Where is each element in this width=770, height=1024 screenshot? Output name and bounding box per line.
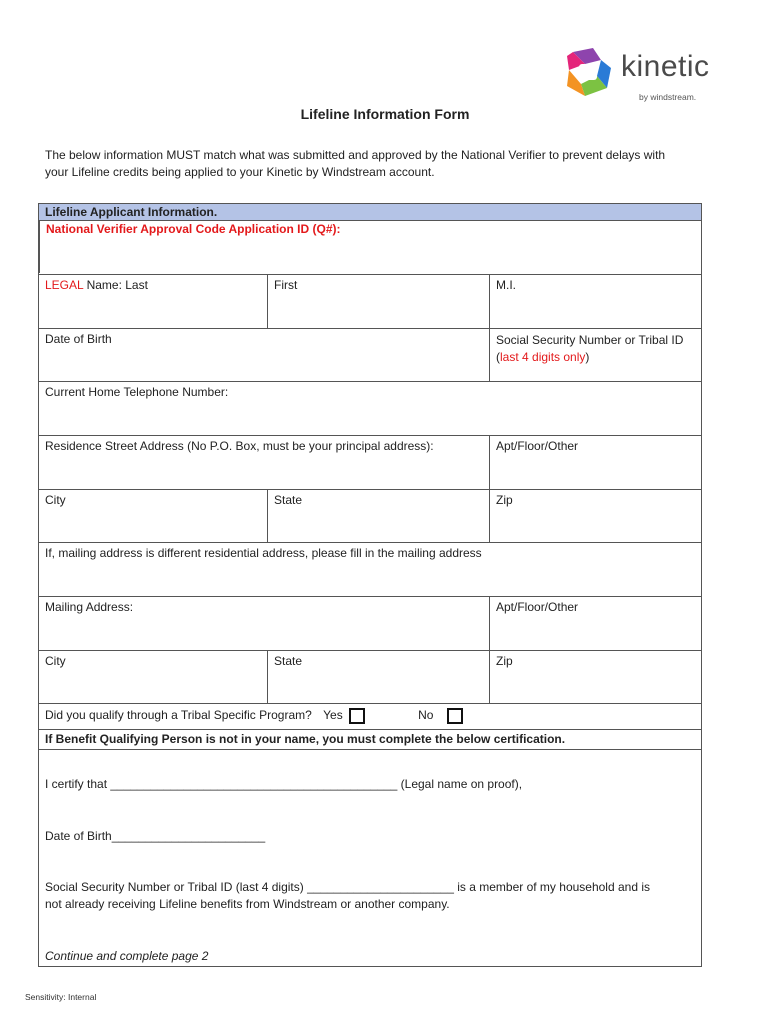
tribal-row [39, 703, 701, 729]
residence-city-row [39, 489, 701, 542]
ssn-field[interactable] [489, 329, 701, 381]
certification-block [39, 750, 701, 966]
mailing-note [39, 543, 701, 596]
yes-checkbox[interactable] [349, 708, 365, 724]
cert-ssn-line-1[interactable]: Social Security Number or Tribal ID (last 4 digits) ______________________ is a member of my household and is [45, 880, 651, 894]
residence-zip-field[interactable] [489, 490, 701, 542]
nv-code-label: National Verifier Approval Code Application ID (Q#): [46, 222, 341, 236]
kinetic-logo [563, 46, 733, 106]
mailing-address-label: Mailing Address: [45, 600, 134, 614]
mailing-state-field[interactable] [267, 651, 489, 703]
ssn-note: last 4 digits only [500, 350, 586, 364]
middle-initial-label: M.I. [496, 278, 516, 292]
kinetic-wordmark: kinetic [621, 50, 710, 83]
mailing-city-row [39, 650, 701, 703]
mailing-zip-label: Zip [496, 654, 513, 668]
dob-ssn-row [39, 328, 701, 381]
mailing-note-row [39, 542, 701, 596]
residence-zip-label: Zip [496, 493, 513, 507]
residence-state-label: State [274, 493, 303, 507]
lifeline-form [38, 203, 702, 967]
cert-dob-text[interactable]: Date of Birth_______________________ [45, 829, 266, 843]
sensitivity-footer: Sensitivity: Internal [25, 992, 97, 1002]
phone-row [39, 381, 701, 435]
mailing-address-field[interactable] [39, 597, 489, 650]
certify-text[interactable]: I certify that ___________________________________________ (Legal name on proof), [45, 777, 523, 791]
dob-label: Date of Birth [45, 332, 112, 346]
page-title: Lifeline Information Form [300, 106, 470, 122]
residence-apt-field[interactable] [489, 436, 701, 489]
nv-code-field[interactable] [39, 221, 701, 273]
intro-line-1: The below information MUST match what was submitted and approved by the National Verifier to prevent delays with [45, 148, 666, 162]
intro-text [45, 147, 725, 181]
name-row [39, 274, 701, 328]
section-header: Lifeline Applicant Information. [39, 204, 701, 221]
tribal-question [39, 704, 701, 729]
intro-line-2: your Lifeline credits being applied to your Kinetic by Windstream account. [45, 165, 435, 179]
ssn-label: Social Security Number or Tribal ID [496, 333, 684, 347]
kinetic-logo-icon [563, 46, 615, 98]
no-checkbox[interactable] [447, 708, 463, 724]
mailing-zip-field[interactable] [489, 651, 701, 703]
nv-code-row [39, 204, 701, 274]
mailing-apt-field[interactable] [489, 597, 701, 650]
mailing-city-field[interactable] [39, 651, 267, 703]
home-phone-label: Current Home Telephone Number: [45, 385, 229, 399]
benefit-header-row [39, 729, 701, 749]
mailing-city-label: City [45, 654, 66, 668]
last-name-label: Name: Last [83, 278, 148, 292]
cert-ssn-line-2: not already receiving Lifeline benefits from Windstream or another company. [45, 897, 450, 911]
benefit-header: If Benefit Qualifying Person is not in your name, you must complete the below certification. [45, 732, 566, 746]
residence-city-field[interactable] [39, 490, 267, 542]
no-label: No [418, 708, 434, 723]
legal-word: LEGAL [45, 278, 84, 292]
residence-city-label: City [45, 493, 66, 507]
windstream-byline: by windstream. [639, 92, 697, 102]
residence-address-field[interactable] [39, 436, 489, 489]
tribal-question-text: Did you qualify through a Tribal Specific Program? [45, 708, 312, 723]
mailing-note-text: If, mailing address is different residential address, please fill in the mailing address [45, 546, 482, 560]
middle-initial-field[interactable] [489, 275, 701, 328]
mailing-row [39, 596, 701, 650]
mailing-state-label: State [274, 654, 303, 668]
first-name-label: First [274, 278, 298, 292]
residence-state-field[interactable] [267, 490, 489, 542]
mailing-apt-label: Apt/Floor/Other [496, 600, 579, 614]
dob-field[interactable] [39, 329, 489, 381]
certification-row [39, 749, 701, 966]
residence-address-label: Residence Street Address (No P.O. Box, must be your principal address): [45, 439, 434, 453]
residence-row [39, 435, 701, 489]
last-name-field[interactable] [39, 275, 267, 328]
continue-text: Continue and complete page 2 [45, 949, 209, 963]
ssn-note-wrap: (last 4 digits only) [496, 350, 590, 364]
residence-apt-label: Apt/Floor/Other [496, 439, 579, 453]
home-phone-field[interactable] [39, 382, 701, 435]
yes-label: Yes [323, 708, 343, 723]
first-name-field[interactable] [267, 275, 489, 328]
